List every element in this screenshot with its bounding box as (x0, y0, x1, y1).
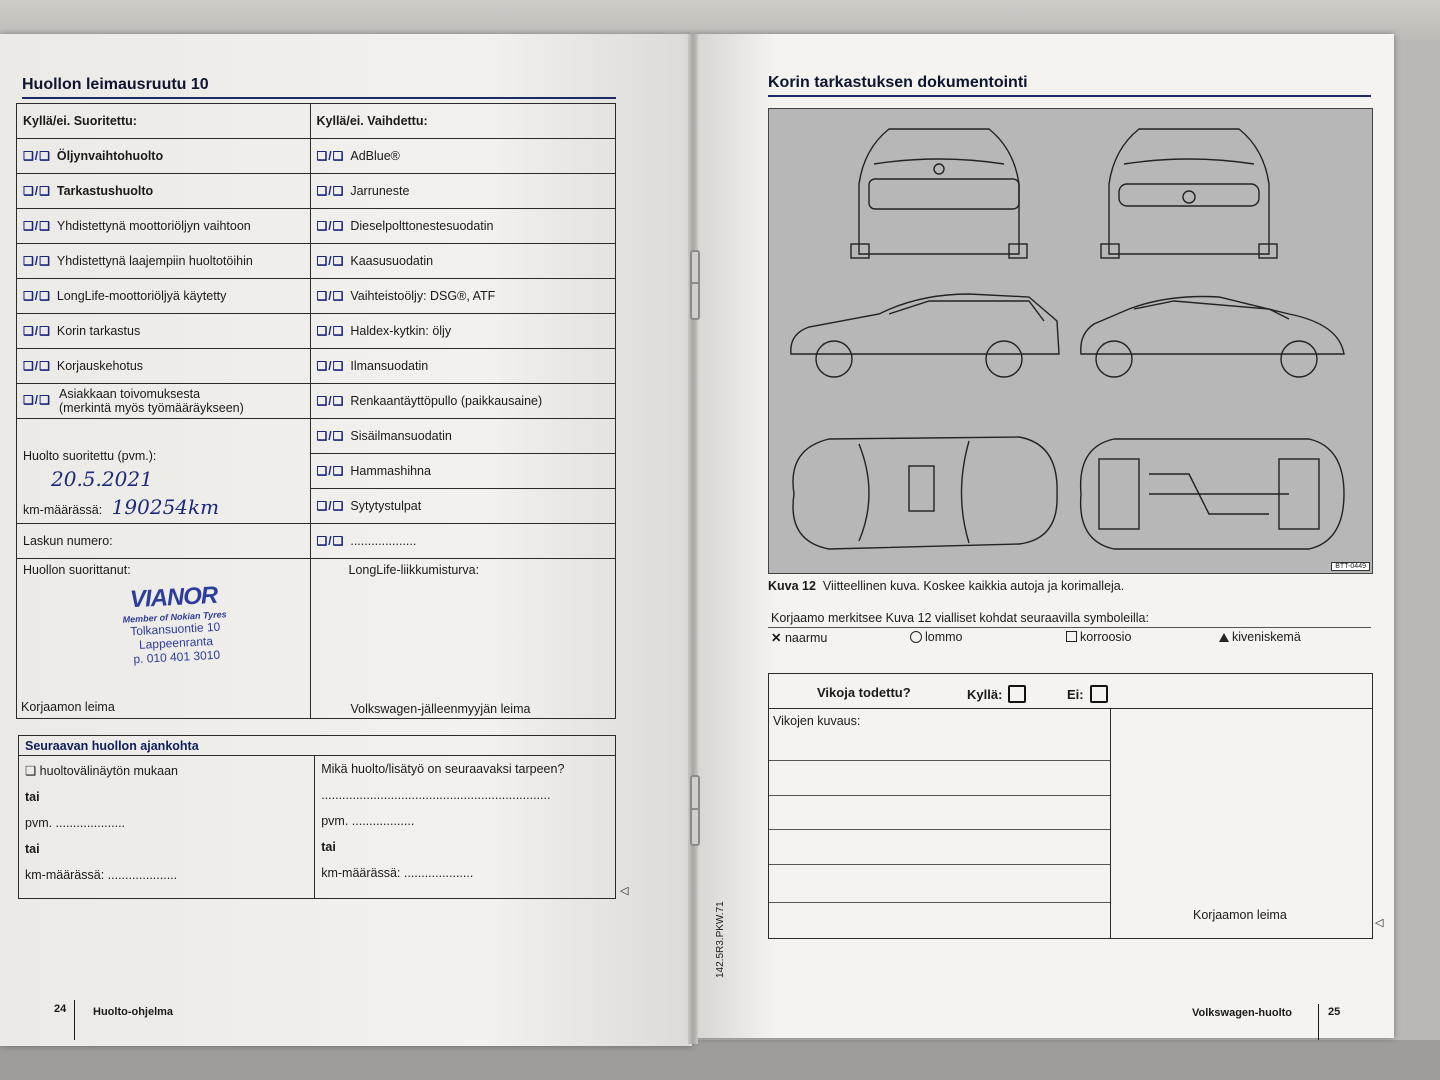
handwritten-km: 190254km (111, 495, 220, 519)
page-number-right: 25 (1328, 1006, 1341, 1018)
checkbox-pair[interactable]: ❑/❑ (316, 254, 345, 268)
col-replaced-header: Kyllä/ei. Vaihdettu: (310, 104, 616, 139)
longlife-cell: LongLife-liikkumisturva: Volkswagen-jälleenmyyjän leima (310, 559, 616, 719)
workshop-stamp: VIANOR Member of Nokian Tyres Tolkansuontie 10 Lappeenranta p. 010 401 3010 (108, 581, 242, 668)
title-rule (22, 97, 616, 99)
checkbox-pair[interactable]: ❑/❑ (316, 289, 345, 303)
legend-symbol-corrosion: korroosio (1066, 630, 1131, 644)
checkbox-pair[interactable]: ❑/❑ (23, 184, 51, 198)
footer-divider (1318, 1004, 1319, 1040)
continue-arrow-icon: ◁ (1375, 917, 1384, 929)
booklet-spine (688, 34, 698, 1044)
service-stamp-table (16, 103, 616, 719)
figure-caption: Kuva 12 Viitteellinen kuva. Koskee kaikkia autoja ja korimalleja. (768, 579, 1125, 593)
performed-row[interactable]: ❑/❑ Yhdistettynä laajempiin huoltotöihin (17, 244, 311, 279)
workshop-stamp-label: Korjaamon leima (21, 700, 115, 714)
square-icon (1066, 631, 1077, 642)
replaced-row[interactable]: ❑/❑ Haldex-kytkin: öljy (310, 314, 616, 349)
col-performed-header: Kyllä/ei. Suoritettu: (17, 104, 311, 139)
document-code: 142.5R3.PKW.71 (715, 901, 726, 978)
figure-code: BTT-0449 (1331, 562, 1370, 571)
checkbox-yes[interactable] (1008, 685, 1026, 703)
checkbox-pair[interactable]: ❑/❑ (316, 184, 345, 198)
service-date-cell[interactable]: Huolto suoritettu (pvm.): 20.5.2021 km-määrässä: 190254km (17, 419, 311, 524)
legend-intro: Korjaamo merkitsee Kuva 12 vialliset kohdat seuraavilla symboleilla: (771, 611, 1149, 625)
performed-row[interactable]: ❑/❑ LongLife-moottoriöljyä käytetty (17, 279, 311, 314)
invoice-number-cell[interactable]: Laskun numero: (17, 524, 311, 559)
checkbox-pair[interactable]: ❑/❑ (316, 324, 345, 338)
vianor-logo: VIANOR (129, 581, 218, 614)
footer-left: Huolto-ohjelma (93, 1006, 174, 1018)
performed-row[interactable]: ❑/❑ Yhdistettynä moottoriöljyn vaihtoon (17, 209, 311, 244)
checkbox-pair[interactable]: ❑/❑ (23, 324, 51, 338)
footer-right: Volkswagen-huolto (1192, 1007, 1293, 1019)
replaced-row[interactable]: ❑/❑ Vaihteistoöljy: DSG®, ATF (310, 279, 616, 314)
handwritten-date: 20.5.2021 (51, 467, 153, 491)
defects-no[interactable]: Ei: (1067, 685, 1108, 703)
defects-description-label: Vikojen kuvaus: (773, 714, 861, 728)
car-body-diagram (768, 108, 1373, 574)
checkbox-pair[interactable]: ❑/❑ (23, 149, 51, 163)
performer-cell: Huollon suorittanut: Korjaamon leima (17, 559, 311, 719)
left-page-title: Huollon leimausruutu 10 (22, 76, 209, 93)
next-service-table (18, 735, 616, 899)
checkbox-pair[interactable]: ❑/❑ (316, 499, 345, 513)
replaced-row[interactable]: ❑/❑ Jarruneste (310, 174, 616, 209)
checkbox-pair[interactable]: ❑/❑ (316, 219, 345, 233)
checkbox-pair[interactable]: ❑/❑ (316, 149, 345, 163)
dealer-stamp-label: Volkswagen-jälleenmyyjän leima (350, 702, 531, 716)
next-service-right[interactable]: Mikä huolto/lisätyö on seuraavaksi tarpeen? .................................................................. pvm. .................. tai km-määrässä: .................... (315, 756, 616, 899)
legend-symbol-dent: lommo (910, 630, 963, 644)
replaced-row[interactable]: ❑/❑ ................... (310, 524, 616, 559)
checkbox-pair[interactable]: ❑/❑ (23, 219, 51, 233)
table-surface (0, 1040, 1440, 1080)
replaced-row[interactable]: ❑/❑ Sytytystulpat (310, 489, 616, 524)
checkbox-no[interactable] (1090, 685, 1108, 703)
replaced-row[interactable]: ❑/❑ Kaasusuodatin (310, 244, 616, 279)
checkbox-pair[interactable]: ❑/❑ (23, 254, 51, 268)
performed-row[interactable]: ❑/❑ Tarkastushuolto (17, 174, 311, 209)
legend-rule (768, 627, 1371, 628)
checkbox-pair[interactable]: ❑/❑ (316, 534, 345, 548)
checkbox-pair[interactable]: ❑/❑ (316, 359, 345, 373)
checkbox-pair[interactable]: ❑/❑ (23, 289, 51, 303)
performed-row[interactable]: ❑/❑ Asiakkaan toivomuksesta (merkintä myös työmääräykseen) (17, 384, 311, 419)
next-service-left[interactable]: ❑ huoltovälinäytön mukaan tai pvm. .................... tai km-määrässä: .................... (19, 756, 315, 899)
checkbox-pair[interactable]: ❑/❑ (23, 393, 51, 407)
replaced-row[interactable]: ❑/❑ Sisäilmansuodatin (310, 419, 616, 454)
workshop-stamp-label-right: Korjaamon leima (1193, 908, 1287, 922)
triangle-icon (1219, 633, 1229, 642)
replaced-row[interactable]: ❑/❑ Dieselpolttonestesuodatin (310, 209, 616, 244)
defects-yes[interactable]: Kyllä: (967, 685, 1026, 703)
staple (690, 282, 700, 320)
checkbox-pair[interactable]: ❑/❑ (316, 464, 345, 478)
page-number-left: 24 (54, 1003, 67, 1015)
legend-symbol-stonechip: kiveniskemä (1219, 630, 1301, 644)
staple (690, 808, 700, 846)
x-icon: ✕ (771, 631, 782, 645)
checkbox-pair[interactable]: ❑/❑ (316, 394, 345, 408)
car-outlines (769, 109, 1372, 573)
footer-divider (74, 1000, 75, 1040)
checkbox-pair[interactable]: ❑/❑ (23, 359, 51, 373)
right-page-title: Korin tarkastuksen dokumentointi (768, 74, 1028, 91)
next-service-title: Seuraavan huollon ajankohta (19, 736, 616, 756)
continue-arrow-icon: ◁ (620, 885, 629, 897)
checkbox-pair[interactable]: ❑/❑ (316, 429, 345, 443)
defects-box (768, 673, 1373, 939)
legend-symbol-scratch: ✕ naarmu (771, 631, 828, 645)
replaced-row[interactable]: ❑/❑ Hammashihna (310, 454, 616, 489)
replaced-row[interactable]: ❑/❑ Ilmansuodatin (310, 349, 616, 384)
replaced-row[interactable]: ❑/❑ Renkaantäyttöpullo (paikkausaine) (310, 384, 616, 419)
title-rule (768, 95, 1371, 97)
performed-row[interactable]: ❑/❑ Korjauskehotus (17, 349, 311, 384)
circle-icon (910, 631, 922, 643)
performed-row[interactable]: ❑/❑ Öljynvaihtohuolto (17, 139, 311, 174)
replaced-row[interactable]: ❑/❑ AdBlue® (310, 139, 616, 174)
performed-row[interactable]: ❑/❑ Korin tarkastus (17, 314, 311, 349)
defects-question: Vikoja todettu? (817, 685, 911, 700)
